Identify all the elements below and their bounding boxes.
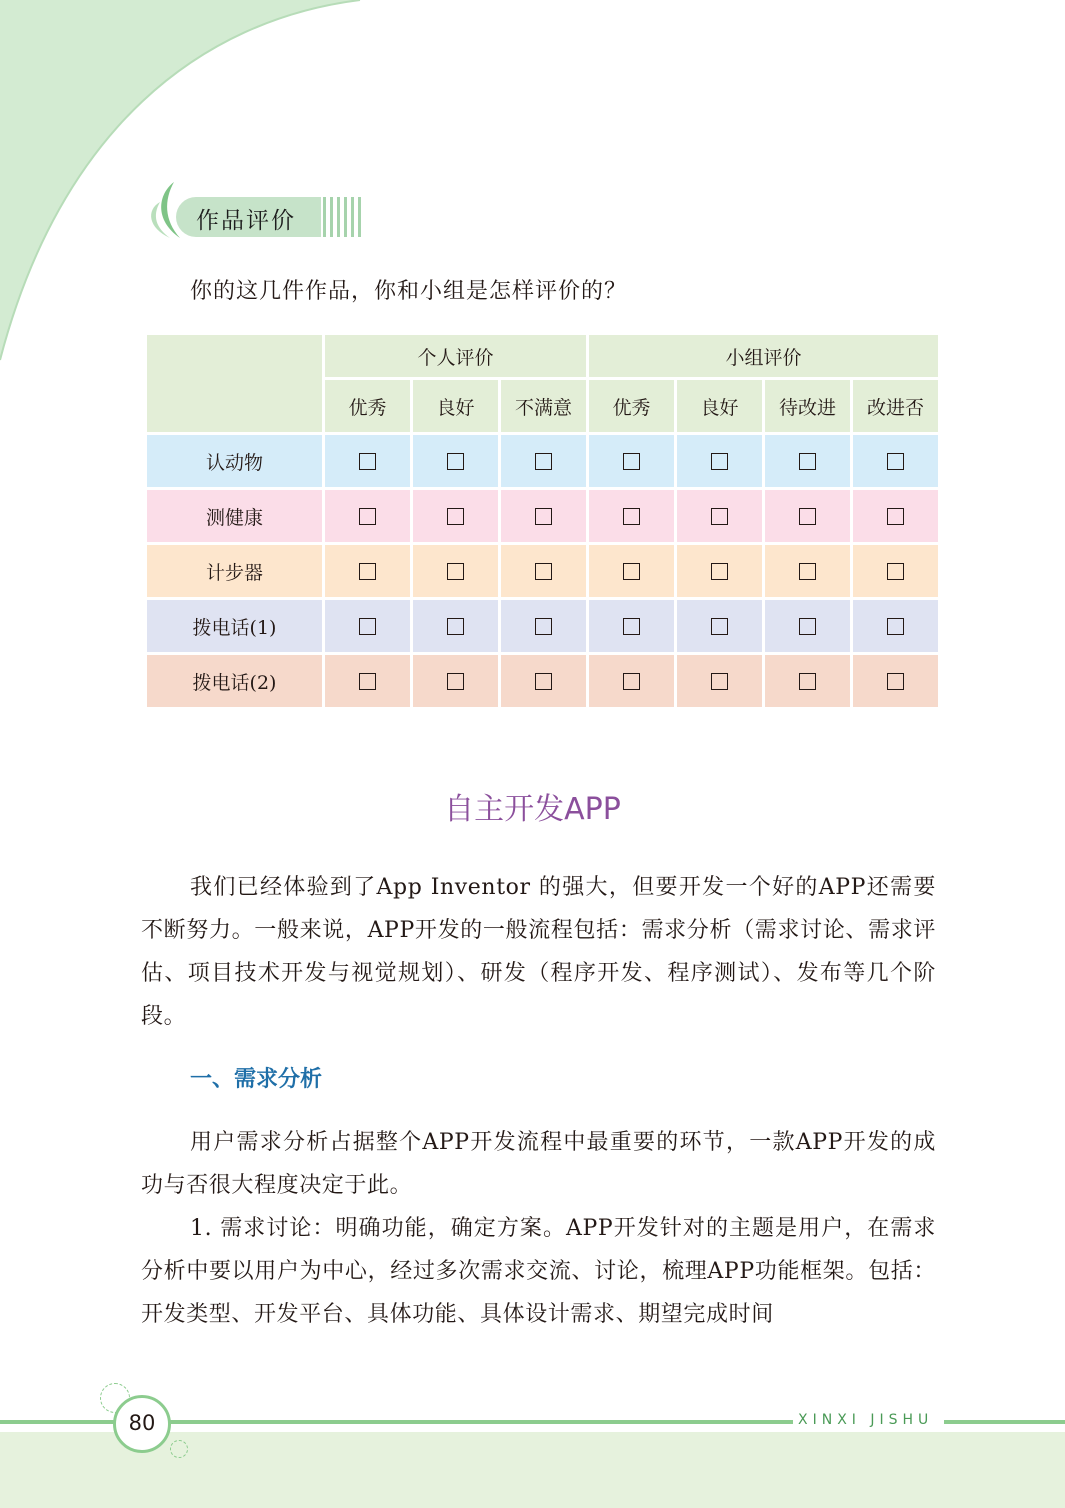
checkbox[interactable] bbox=[623, 618, 640, 635]
checkbox-cell bbox=[324, 489, 412, 544]
checkbox[interactable] bbox=[887, 508, 904, 525]
column-header: 待改进 bbox=[764, 379, 852, 434]
checkbox[interactable] bbox=[359, 453, 376, 470]
dotted-circle-decoration bbox=[170, 1440, 188, 1458]
row-label: 认动物 bbox=[146, 434, 324, 489]
corner-header-cell bbox=[146, 334, 324, 434]
checkbox-cell bbox=[588, 544, 676, 599]
checkbox-cell bbox=[412, 489, 500, 544]
checkbox[interactable] bbox=[799, 453, 816, 470]
checkbox-cell bbox=[676, 654, 764, 709]
checkbox[interactable] bbox=[623, 563, 640, 580]
checkbox[interactable] bbox=[887, 563, 904, 580]
section-bars-decoration bbox=[323, 197, 363, 237]
footer-rule bbox=[0, 1420, 130, 1424]
table-row bbox=[146, 544, 940, 599]
checkbox[interactable] bbox=[535, 563, 552, 580]
checkbox[interactable] bbox=[711, 618, 728, 635]
checkbox-cell bbox=[764, 599, 852, 654]
checkbox-cell bbox=[500, 489, 588, 544]
column-header: 不满意 bbox=[500, 379, 588, 434]
checkbox[interactable] bbox=[887, 453, 904, 470]
checkbox-cell bbox=[324, 654, 412, 709]
checkbox[interactable] bbox=[711, 508, 728, 525]
paragraph-discussion: 1. 需求讨论：明确功能，确定方案。APP开发针对的主题是用户，在需求分析中要以用户为中心，经过多次需求交流、讨论，梳理APP功能框架。包括：开发类型、开发平台、具体功能、具体设计需求、期望完成时间 bbox=[141, 1216, 936, 1327]
checkbox[interactable] bbox=[623, 508, 640, 525]
column-header: 优秀 bbox=[324, 379, 412, 434]
checkbox-cell bbox=[412, 654, 500, 709]
checkbox[interactable] bbox=[535, 618, 552, 635]
checkbox-cell bbox=[324, 599, 412, 654]
checkbox[interactable] bbox=[799, 563, 816, 580]
checkbox-cell bbox=[324, 434, 412, 489]
checkbox-cell bbox=[676, 544, 764, 599]
checkbox[interactable] bbox=[711, 453, 728, 470]
checkbox-cell bbox=[764, 544, 852, 599]
checkbox-cell bbox=[764, 434, 852, 489]
checkbox[interactable] bbox=[535, 508, 552, 525]
checkbox-cell bbox=[764, 489, 852, 544]
paragraph-requirements: 用户需求分析占据整个APP开发流程中最重要的环节，一款APP开发的成功与否很大程度决定于此。 bbox=[141, 1130, 936, 1198]
chapter-title: 自主开发APP bbox=[444, 792, 621, 827]
paragraph-overview: 我们已经体验到了App Inventor 的强大，但要开发一个好的APP还需要不断努力。一般来说，APP开发的一般流程包括：需求分析（需求讨论、需求评估、项目技术开发与视觉规划）、研发（程序开发、程序测试）、发布等几个阶段。 bbox=[141, 875, 936, 1029]
checkbox-cell bbox=[588, 654, 676, 709]
checkbox-cell bbox=[676, 489, 764, 544]
checkbox[interactable] bbox=[623, 453, 640, 470]
checkbox-cell bbox=[676, 599, 764, 654]
checkbox-cell bbox=[676, 434, 764, 489]
sub-heading-requirements: 一、需求分析 bbox=[190, 1066, 323, 1092]
checkbox[interactable] bbox=[447, 508, 464, 525]
checkbox[interactable] bbox=[359, 618, 376, 635]
group-header-personal: 个人评价 bbox=[324, 334, 588, 379]
checkbox[interactable] bbox=[535, 673, 552, 690]
checkbox[interactable] bbox=[447, 618, 464, 635]
journal-name: XINXI JISHU bbox=[798, 1412, 934, 1428]
checkbox-cell bbox=[588, 489, 676, 544]
checkbox-cell bbox=[588, 434, 676, 489]
checkbox[interactable] bbox=[887, 618, 904, 635]
checkbox[interactable] bbox=[799, 673, 816, 690]
checkbox[interactable] bbox=[623, 673, 640, 690]
checkbox-cell bbox=[852, 544, 940, 599]
checkbox[interactable] bbox=[887, 673, 904, 690]
checkbox-cell bbox=[852, 434, 940, 489]
checkbox-cell bbox=[500, 544, 588, 599]
checkbox-cell bbox=[412, 434, 500, 489]
column-header: 良好 bbox=[412, 379, 500, 434]
checkbox-cell bbox=[500, 434, 588, 489]
row-label: 拨电话(1) bbox=[146, 599, 324, 654]
checkbox[interactable] bbox=[447, 453, 464, 470]
checkbox[interactable] bbox=[359, 563, 376, 580]
checkbox-cell bbox=[852, 489, 940, 544]
checkbox[interactable] bbox=[799, 508, 816, 525]
checkbox[interactable] bbox=[799, 618, 816, 635]
checkbox-cell bbox=[324, 544, 412, 599]
section-title: 作品评价 bbox=[196, 208, 296, 234]
table-row bbox=[146, 654, 940, 709]
evaluation-table bbox=[144, 332, 941, 710]
column-header: 改进否 bbox=[852, 379, 940, 434]
intro-question: 你的这几件作品，你和小组是怎样评价的？ bbox=[190, 279, 628, 304]
table-row bbox=[146, 599, 940, 654]
page-number: 80 bbox=[128, 1411, 156, 1435]
table-row bbox=[146, 434, 940, 489]
table-row bbox=[146, 489, 940, 544]
checkbox[interactable] bbox=[711, 673, 728, 690]
checkbox-cell bbox=[852, 654, 940, 709]
checkbox[interactable] bbox=[359, 673, 376, 690]
checkbox[interactable] bbox=[447, 563, 464, 580]
checkbox-cell bbox=[764, 654, 852, 709]
row-label: 计步器 bbox=[146, 544, 324, 599]
row-label: 测健康 bbox=[146, 489, 324, 544]
footer-rule bbox=[168, 1420, 793, 1424]
column-header: 优秀 bbox=[588, 379, 676, 434]
checkbox-cell bbox=[500, 599, 588, 654]
checkbox[interactable] bbox=[711, 563, 728, 580]
section-heading bbox=[140, 180, 370, 242]
group-header-group: 小组评价 bbox=[588, 334, 940, 379]
column-header: 良好 bbox=[676, 379, 764, 434]
footer-rule bbox=[944, 1420, 1065, 1424]
checkbox-cell bbox=[412, 599, 500, 654]
row-label: 拨电话(2) bbox=[146, 654, 324, 709]
checkbox-cell bbox=[500, 654, 588, 709]
checkbox[interactable] bbox=[535, 453, 552, 470]
checkbox-cell bbox=[412, 544, 500, 599]
checkbox-cell bbox=[852, 599, 940, 654]
checkbox-cell bbox=[588, 599, 676, 654]
checkbox[interactable] bbox=[359, 508, 376, 525]
checkbox[interactable] bbox=[447, 673, 464, 690]
